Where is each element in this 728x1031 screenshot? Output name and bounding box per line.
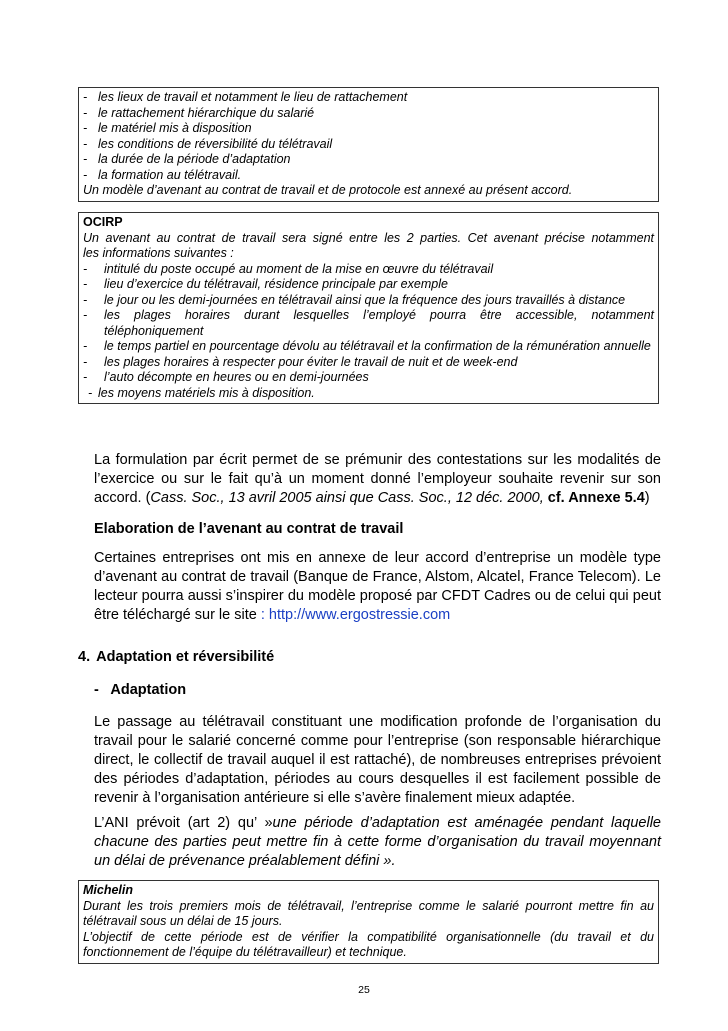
box-intro-2: les informations suivantes : — [83, 246, 234, 260]
list-item: - intitulé du poste occupé au moment de la mise en œuvre du télétravail — [83, 261, 494, 276]
list-item: - lieu d’exercice du télétravail, résidence principale par exemple — [83, 277, 448, 291]
list-item: - le temps partiel en pourcentage dévolu au télétravail et la confirmation de la rémunération annuelle — [83, 339, 651, 353]
list-item: - les moyens matériels mis à disposition. — [88, 385, 315, 400]
box-title: Michelin — [83, 883, 134, 897]
list-item: - la durée de la période d’adaptation — [83, 152, 291, 166]
subheading-adaptation: - Adaptation — [94, 682, 187, 698]
box-text: L’objectif de cette période est de vérifier la compatibilité organisationnelle (du travail et du fonctionnement de l’équipe du télétravailleur) et technique. — [83, 929, 654, 959]
box-text: Durant les trois premiers mois de télétravail, l’entreprise comme le salarié pourront mettre fin au télétravail sous un délai de 15 jours. — [83, 898, 654, 928]
list-item: - le matériel mis à disposition — [83, 121, 252, 135]
ergostressie-link[interactable]: http://www.ergostressie.com — [268, 607, 451, 623]
paragraph-formulation: La formulation par écrit permet de se prémunir des contestations sur les modalités de l’exercice ou sur le fait qu’à un moment donné l’employeur souhaite revenir sur son accord. (Cass. Soc., 13 avril 2005 ainsi que Cass. Soc., 12 déc. 2000, cf. Annexe 5.4) — [94, 452, 661, 506]
list-item: - les lieux de travail et notamment le lieu de rattachement — [83, 90, 408, 104]
box-footer-text: Un modèle d’avenant au contrat de travail et de protocole est annexé au présent accord. — [83, 183, 573, 197]
list-item: - les plages horaires durant lesquelles l’employé pourra être accessible, notamment téléphoniquement — [83, 308, 654, 338]
box-title: OCIRP — [83, 215, 123, 229]
list-item: - l’auto décompte en heures ou en demi-journées — [83, 370, 369, 384]
list-item: - les plages horaires à respecter pour éviter le travail de nuit et de week-end — [83, 354, 518, 369]
paragraph-passage: Le passage au télétravail constituant une modification profonde de l’organisation du travail pour le salarié concerné comme pour l’entreprise (son responsable hiérarchique direct, le collectif de travail auquel il est rattaché), de nombreuses entreprises prévoient des périodes d’adaptation, périodes au cours desquelles il est facilement possible de revenir à l’organisation antérieure si elle s’avère finalement mieux adaptée. — [94, 714, 661, 806]
paragraph-entreprises: Certaines entreprises ont mis en annexe de leur accord d’entreprise un modèle type d’avenant au contrat de travail (Banque de France, Alstom, Alcatel, France Telecom). Le lecteur pourra aussi s’inspirer du modèle proposé par CFDT Cadres ou de celui qui peut être téléchargé sur le site : http://www.ergostressie.com — [94, 550, 661, 623]
list-item: - les conditions de réversibilité du télétravail — [83, 136, 333, 151]
list-item: - la formation au télétravail. — [83, 167, 242, 182]
box-intro: Un avenant au contrat de travail sera signé entre les 2 parties. Cet avenant précise notamment — [83, 230, 654, 245]
info-box-ocirp — [78, 212, 659, 404]
paragraph-ani: L’ANI prévoit (art 2) qu’ »une période d’adaptation est aménagée pendant laquelle chacune des parties peut mettre fin à cette forme d’organisation du travail moyennant un délai de prévenance préalablement défini ». — [94, 815, 661, 869]
list-item: - le jour ou les demi-journées en télétravail ainsi que la fréquence des jours travaillés à distance — [83, 292, 626, 307]
page-number: 25 — [358, 984, 370, 996]
subheading-avenant: Elaboration de l’avenant au contrat de travail — [94, 521, 404, 537]
list-item: - le rattachement hiérarchique du salarié — [83, 105, 315, 120]
info-box-conditions — [78, 87, 659, 202]
section-heading: 4. Adaptation et réversibilité — [78, 649, 275, 665]
info-box-michelin — [78, 880, 659, 964]
